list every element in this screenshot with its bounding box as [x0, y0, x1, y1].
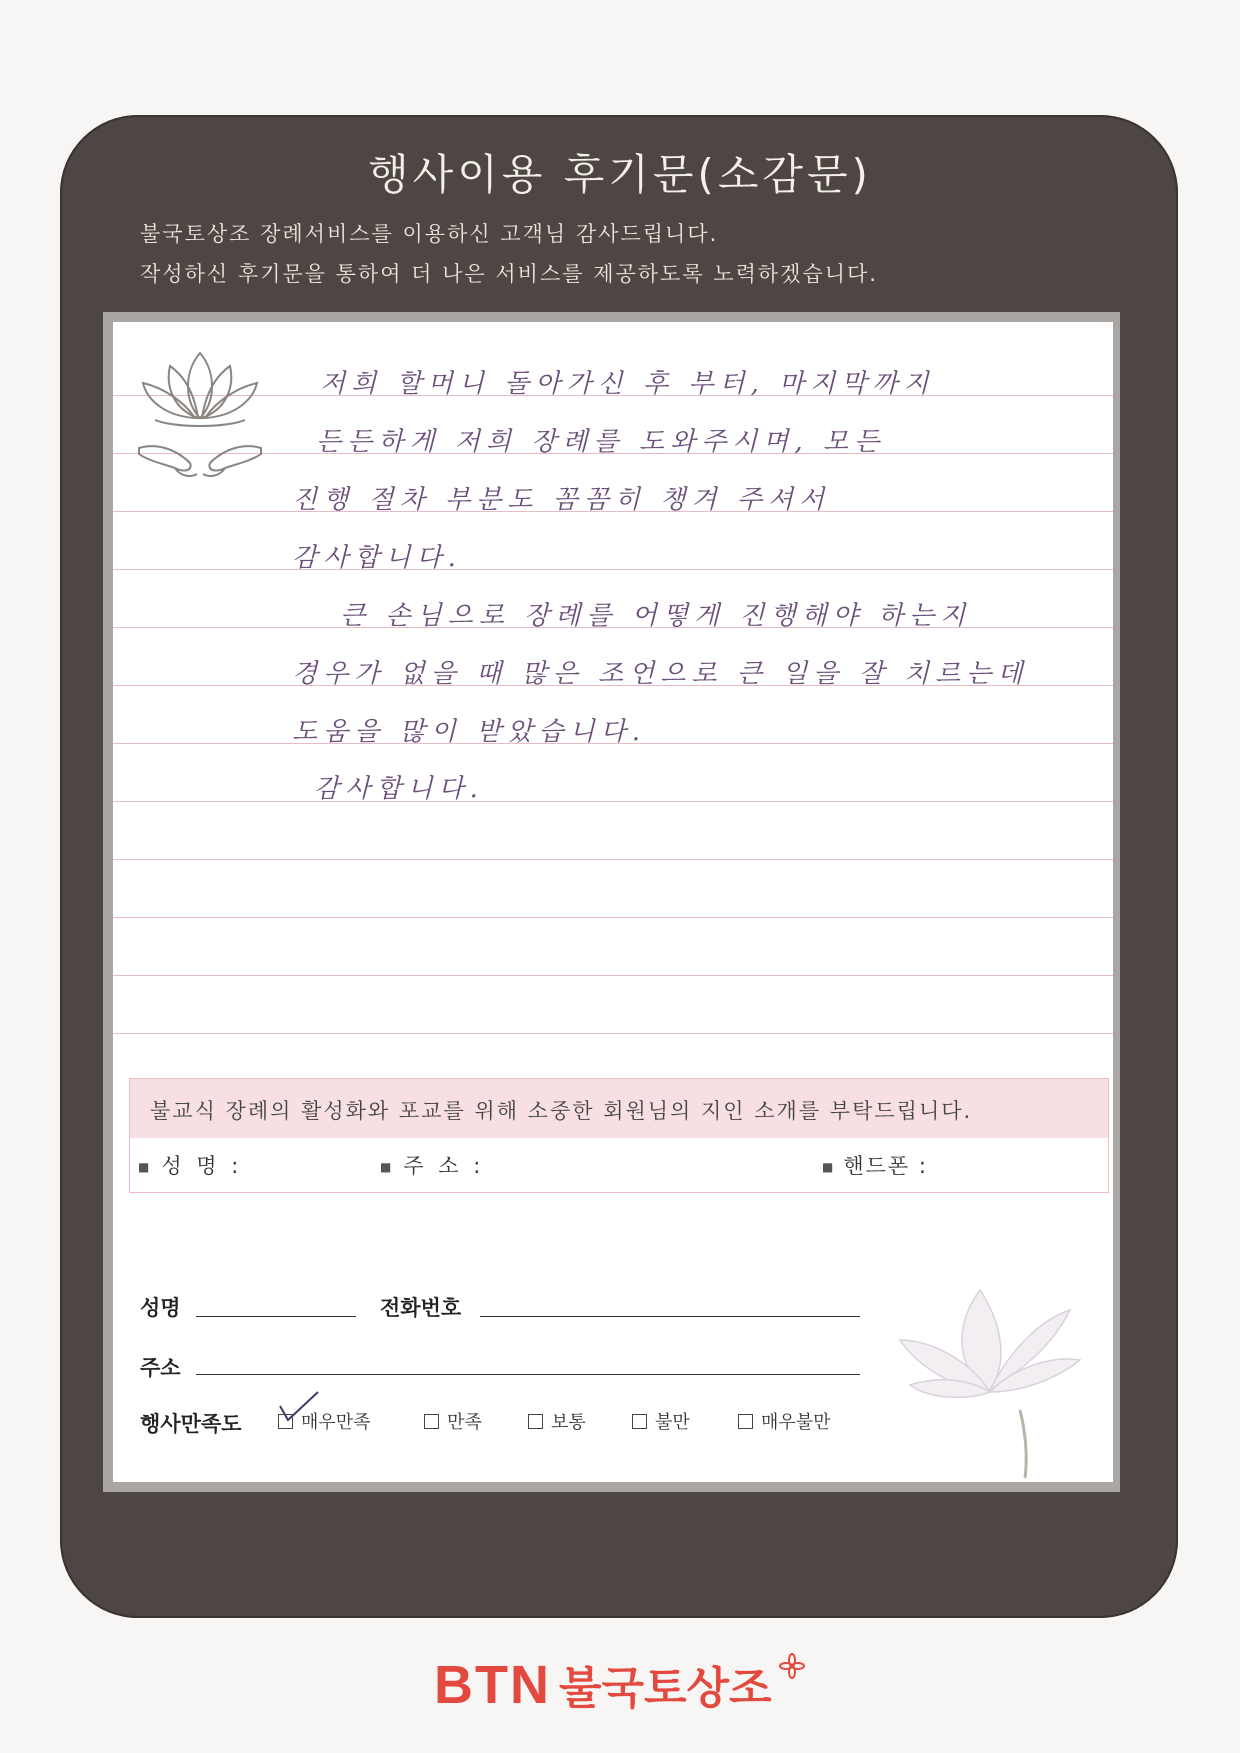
ruled-line	[113, 1033, 1113, 1034]
satisfaction-option-neutral[interactable]	[528, 1408, 586, 1434]
referral-name-field[interactable]	[138, 1150, 242, 1180]
option-label: 보통	[551, 1412, 586, 1433]
flower-icon	[778, 1652, 806, 1680]
referral-address-label: 주 소 :	[403, 1154, 485, 1178]
option-label: 매우만족	[301, 1412, 371, 1433]
referral-address-field[interactable]	[380, 1150, 484, 1180]
address-field[interactable]	[196, 1374, 860, 1375]
lotus-flower-icon	[890, 1280, 1090, 1480]
handwriting-line-7: 도움을 많이 받았습니다.	[292, 717, 646, 747]
handwriting-line-2: 든든하게 저희 장례를 도와주시며, 모든	[316, 427, 886, 457]
referral-notice-text: 불교식 장례의 활성화와 포교를 위해 소중한 회원님의 지인 소개를 부탁드립니다.	[150, 1099, 973, 1123]
referral-notice	[129, 1078, 1109, 1140]
checkbox-icon[interactable]	[528, 1414, 543, 1429]
ruled-line	[113, 975, 1113, 976]
address-label: 주소	[140, 1356, 181, 1380]
handwriting-line-6: 경우가 없을 때 많은 조언으로 큰 일을 잘 치르는데	[292, 659, 1029, 689]
bullet-icon: ■	[822, 1160, 836, 1174]
checkbox-icon[interactable]	[738, 1414, 753, 1429]
intro-line-1: 불국토상조 장례서비스를 이용하신 고객님 감사드립니다.	[140, 222, 719, 246]
option-label: 만족	[447, 1412, 482, 1433]
bullet-icon: ■	[380, 1160, 396, 1174]
satisfaction-label: 행사만족도	[140, 1412, 242, 1436]
handwriting-line-5: 큰 손님으로 장례를 어떻게 진행해야 하는지	[340, 601, 972, 631]
satisfaction-option-satisfied[interactable]	[424, 1408, 482, 1434]
ruled-line	[113, 917, 1113, 918]
satisfaction-option-very-dissatisfied[interactable]	[738, 1408, 831, 1434]
checkmark-icon	[278, 1390, 324, 1426]
phone-label: 전화번호	[380, 1296, 462, 1320]
bullet-icon: ■	[138, 1160, 154, 1174]
referral-fields	[129, 1138, 1109, 1193]
ruled-line	[113, 569, 1113, 570]
checkbox-icon[interactable]	[632, 1414, 647, 1429]
brand	[0, 1652, 1240, 1716]
handwriting-line-1: 저희 할머니 돌아가신 후 부터, 마지막까지	[320, 369, 935, 399]
name-field[interactable]	[196, 1316, 356, 1317]
lotus-hands-icon	[135, 348, 265, 488]
ruled-line	[113, 801, 1113, 802]
intro-line-2: 작성하신 후기문을 통하여 더 나은 서비스를 제공하도록 노력하겠습니다.	[140, 262, 878, 286]
referral-phone-label: 핸드폰 :	[843, 1154, 928, 1178]
handwriting-line-8: 감사합니다.	[314, 774, 484, 804]
handwriting-line-4: 감사합니다.	[292, 543, 462, 573]
option-label: 불만	[655, 1412, 690, 1433]
page-title: 행사이용 후기문(소감문)	[368, 150, 872, 199]
option-label: 매우불만	[761, 1412, 831, 1433]
satisfaction-option-dissatisfied[interactable]	[632, 1408, 690, 1434]
ruled-line	[113, 859, 1113, 860]
referral-phone-field[interactable]	[822, 1150, 928, 1180]
handwriting-line-3: 진행 절차 부분도 꼼꼼히 챙겨 주셔서	[292, 485, 831, 515]
brand-logo: BTN	[434, 1655, 551, 1715]
checkbox-icon[interactable]	[424, 1414, 439, 1429]
phone-field[interactable]	[480, 1316, 860, 1317]
name-label: 성명	[140, 1296, 181, 1320]
referral-name-label: 성 명 :	[161, 1154, 243, 1178]
brand-name: 불국토상조	[559, 1664, 772, 1713]
